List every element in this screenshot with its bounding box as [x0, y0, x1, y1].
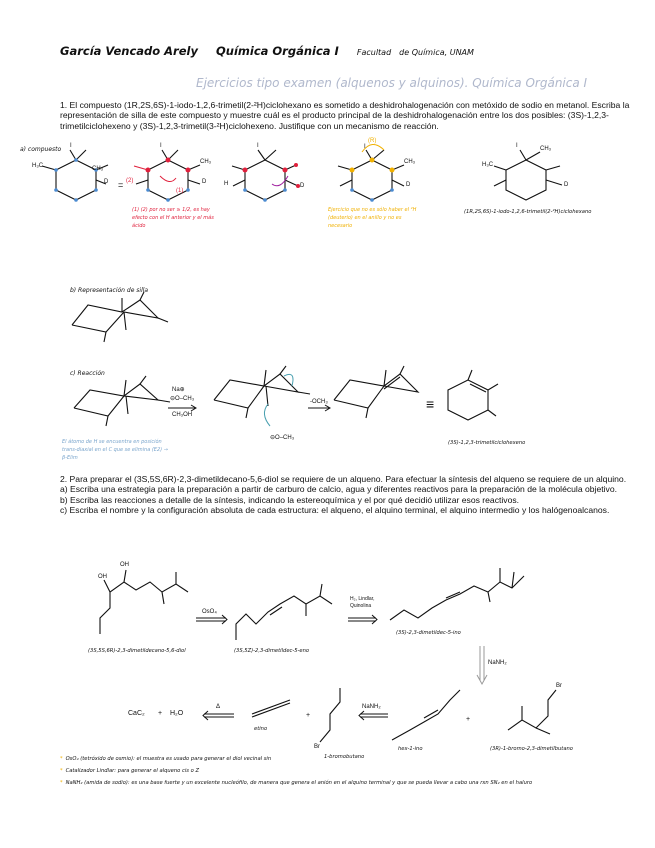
iodine-label-3: I: [257, 143, 259, 149]
section-b-label: b) Representación de silla: [70, 287, 149, 294]
ch3-label-5: CH₃: [540, 146, 552, 152]
alkyne-name: (3S)-2,3-dimetildec-5-ino: [396, 630, 461, 636]
chair-structure: [72, 292, 168, 342]
compound-name-a: (1R,2S,6S)-1-iodo-1,2,6-trimetil(2-²H)ciclohexano: [464, 209, 592, 215]
product-hexagon: [448, 370, 498, 420]
cac2-label: CaC₂: [128, 710, 145, 717]
section-c-label: c) Reacción: [70, 370, 105, 377]
cyclohexane-ring-5: [506, 160, 546, 200]
alkene-name: (3S,5Z)-2,3-dimetildec-5-eno: [234, 648, 310, 654]
num1-label: (1): [176, 188, 184, 194]
num2-label: (2): [126, 178, 134, 184]
plus-sign-2: +: [306, 712, 311, 719]
diol-name: (3S,5S,6R)-2,3-dimetildecano-5,6-diol: [88, 648, 186, 654]
hexyne-skeleton: [392, 690, 460, 740]
cyclohexane-ring-1: [56, 160, 96, 200]
plus-sign-1: +: [158, 710, 163, 717]
iodine-label-4: I: [364, 144, 366, 150]
iodine-label-2: I: [160, 143, 162, 149]
worksheet-subtitle: Ejercicios tipo examen (alquenos y alquinos). Química Orgánica I: [196, 76, 588, 90]
question-2-text: 2. Para preparar el (3S,5S,6R)-2,3-dimetildecano-5,6-diol se requiere de un alqueno. Para efectuar la síntesis del alqueno se requiere de un alquino. a) Escriba una estrategia para la preparación a partir de carburo de calcio, agua y diferentes reactivos para la preparación de la molécula objetivo. b) Escriba las reacciones a detalle de la síntesis, indicando la estereoquímica y el por qué decidió utilizar esos reactivos. c) Escriba el nombre y la configuración absoluta de cada estructura: el alqueno, el alquino terminal, el alquino intermedio y los halógenoalcanos.: [60, 474, 627, 516]
faculty-prefix: Facultad: [356, 48, 392, 57]
delta-label: Δ: [216, 704, 221, 710]
base-arrow: [264, 404, 270, 426]
question-1-text: 1. El compuesto (1R,2S,6S)-1-iodo-1,2,6-trimetil(2-²H)ciclohexano es sometido a deshidrohalogenación con metóxido de sodio en metanol. Escriba la representación de silla de este compuesto y muestre cuál es el producto principal de la deshidrohalogenación entre los dos posibles: (3S)-1,2,3-trimetilciclohexeno y (3S)-1,2,3-trimetil(3-²H)ciclohexeno. Justifique con un mecanismo de reacción.: [60, 100, 630, 131]
lindlar-label: H₂, Lindlar, Quinolina: [350, 596, 375, 609]
reaction-arrow-1: [168, 405, 196, 411]
arrow-lindlar: [348, 615, 377, 624]
hexyne-name: hex-1-ino: [398, 746, 423, 752]
course-name: Química Orgánica I: [215, 44, 339, 58]
equals-sign: =: [118, 180, 124, 190]
reaction-start-chair: [74, 376, 170, 426]
nanh2-left-label: NaNH₂: [362, 704, 381, 710]
alkyne-skeleton: [390, 568, 524, 620]
section-a-label: a) compuesto: [20, 146, 62, 153]
arrow-nanh2: [359, 711, 388, 720]
reagent-sodium: Na⊕: [172, 387, 185, 393]
iodine-label-5: I: [516, 143, 518, 149]
purple-priority-arrow: [272, 176, 288, 186]
diol-skeleton: [100, 570, 188, 634]
oh-label-1: OH: [98, 574, 107, 580]
red-priority-arrow: [160, 176, 176, 182]
h-label-3: H: [224, 181, 229, 187]
water-label: H₂O: [170, 710, 184, 717]
h3c-label-5: H₃C: [482, 162, 494, 168]
footnote-2: * Catalizador Lindlar: para generar el alqueno cis o Z: [60, 768, 199, 774]
yellow-note: Ejercicio que no es sólo haber el ²H (deuterio) en el anillo y no es necesario: [328, 207, 417, 229]
arrow-oso4: [196, 615, 227, 624]
reagent-methoxide: ⊖O–CH₃: [170, 396, 195, 402]
ch3-label-1: CH₃: [92, 166, 104, 172]
r-config-label: (R): [368, 138, 377, 144]
product-name: (3S)-1,2,3-trimetilciclohexeno: [448, 440, 526, 446]
arrow-down: [477, 646, 487, 684]
faculty-name: de Química, UNAM: [399, 48, 474, 57]
plus-sign-3: +: [466, 716, 471, 723]
footnotes: [60, 753, 620, 789]
blue-note: El átomo de H se encuentra en posición trans-diaxial en el C que se elimina (E2) → β-Elim: [62, 439, 168, 461]
bromoalkane-name: (3R)-1-bromo-2,3-dimetilbutano: [490, 746, 573, 752]
br-label-1: Br: [314, 744, 320, 750]
br-label-2: Br: [556, 683, 562, 689]
leaving-base-label: ⊖O–CH₃: [270, 435, 295, 441]
oh-label-2: OH: [120, 562, 129, 568]
bromobutane-skeleton: [320, 688, 340, 742]
reaction-product-chair: [334, 366, 418, 418]
bromobutane-name: 1-bromobutano: [324, 754, 365, 760]
yellow-marked-atoms: [350, 158, 395, 173]
bromoalkane-skeleton: [508, 690, 556, 734]
reaction-arrow-2: [308, 405, 330, 411]
ethyne: [252, 700, 290, 717]
d-label-2: D: [202, 179, 207, 185]
section-a-structures: [42, 150, 562, 200]
ethyne-name: etino: [254, 726, 268, 732]
footnote-3: * NaNH₂ (amida de sodio): es una base fuerte y un excelente nucleófilo, de manera que genera el anión en el alquino terminal y que se pueda llevar a cabo una rxn SN₂ en el haluro: [60, 780, 533, 786]
d-label-4: D: [406, 182, 411, 188]
author-name: García Vencado Arely: [60, 44, 198, 58]
footnote-1: * OsO₄ (tetróxido de osmio): el muestra es usado para generar el diol vecinal sin: [60, 756, 272, 762]
equivalence-sign: ≡: [426, 396, 435, 412]
cyclohexane-ring-3: [245, 160, 285, 200]
arrow-cac2: [203, 711, 234, 720]
iodine-label-1: I: [70, 143, 72, 149]
ch3-label-2: CH₃: [200, 159, 212, 165]
d-label-3: D: [300, 183, 305, 189]
cyclohexane-ring-2: [148, 160, 188, 200]
h3c-label-1: H₃C: [32, 163, 44, 169]
ch3-label-4: CH₃: [404, 159, 416, 165]
nanh2-down-label: NaNH₂: [488, 660, 507, 666]
reaction-mid-chair: [214, 366, 310, 418]
electron-arrow: [284, 374, 293, 386]
red-marked-atoms: [146, 158, 301, 189]
red-note: (1) (2) por no ser ≥ 1/2, es hay efecto con el H anterior y el más ácido: [132, 207, 214, 229]
reagent-solvent: CH₃OH: [172, 412, 193, 418]
d-label-1: D: [104, 179, 109, 185]
cyclohexane-ring-4: [352, 160, 392, 200]
oso4-label: OsO₄: [202, 609, 217, 615]
alkene-skeleton: [236, 584, 332, 640]
d-label-5: D: [564, 182, 569, 188]
arrow-reagent-label: -OCH₃: [310, 399, 328, 405]
